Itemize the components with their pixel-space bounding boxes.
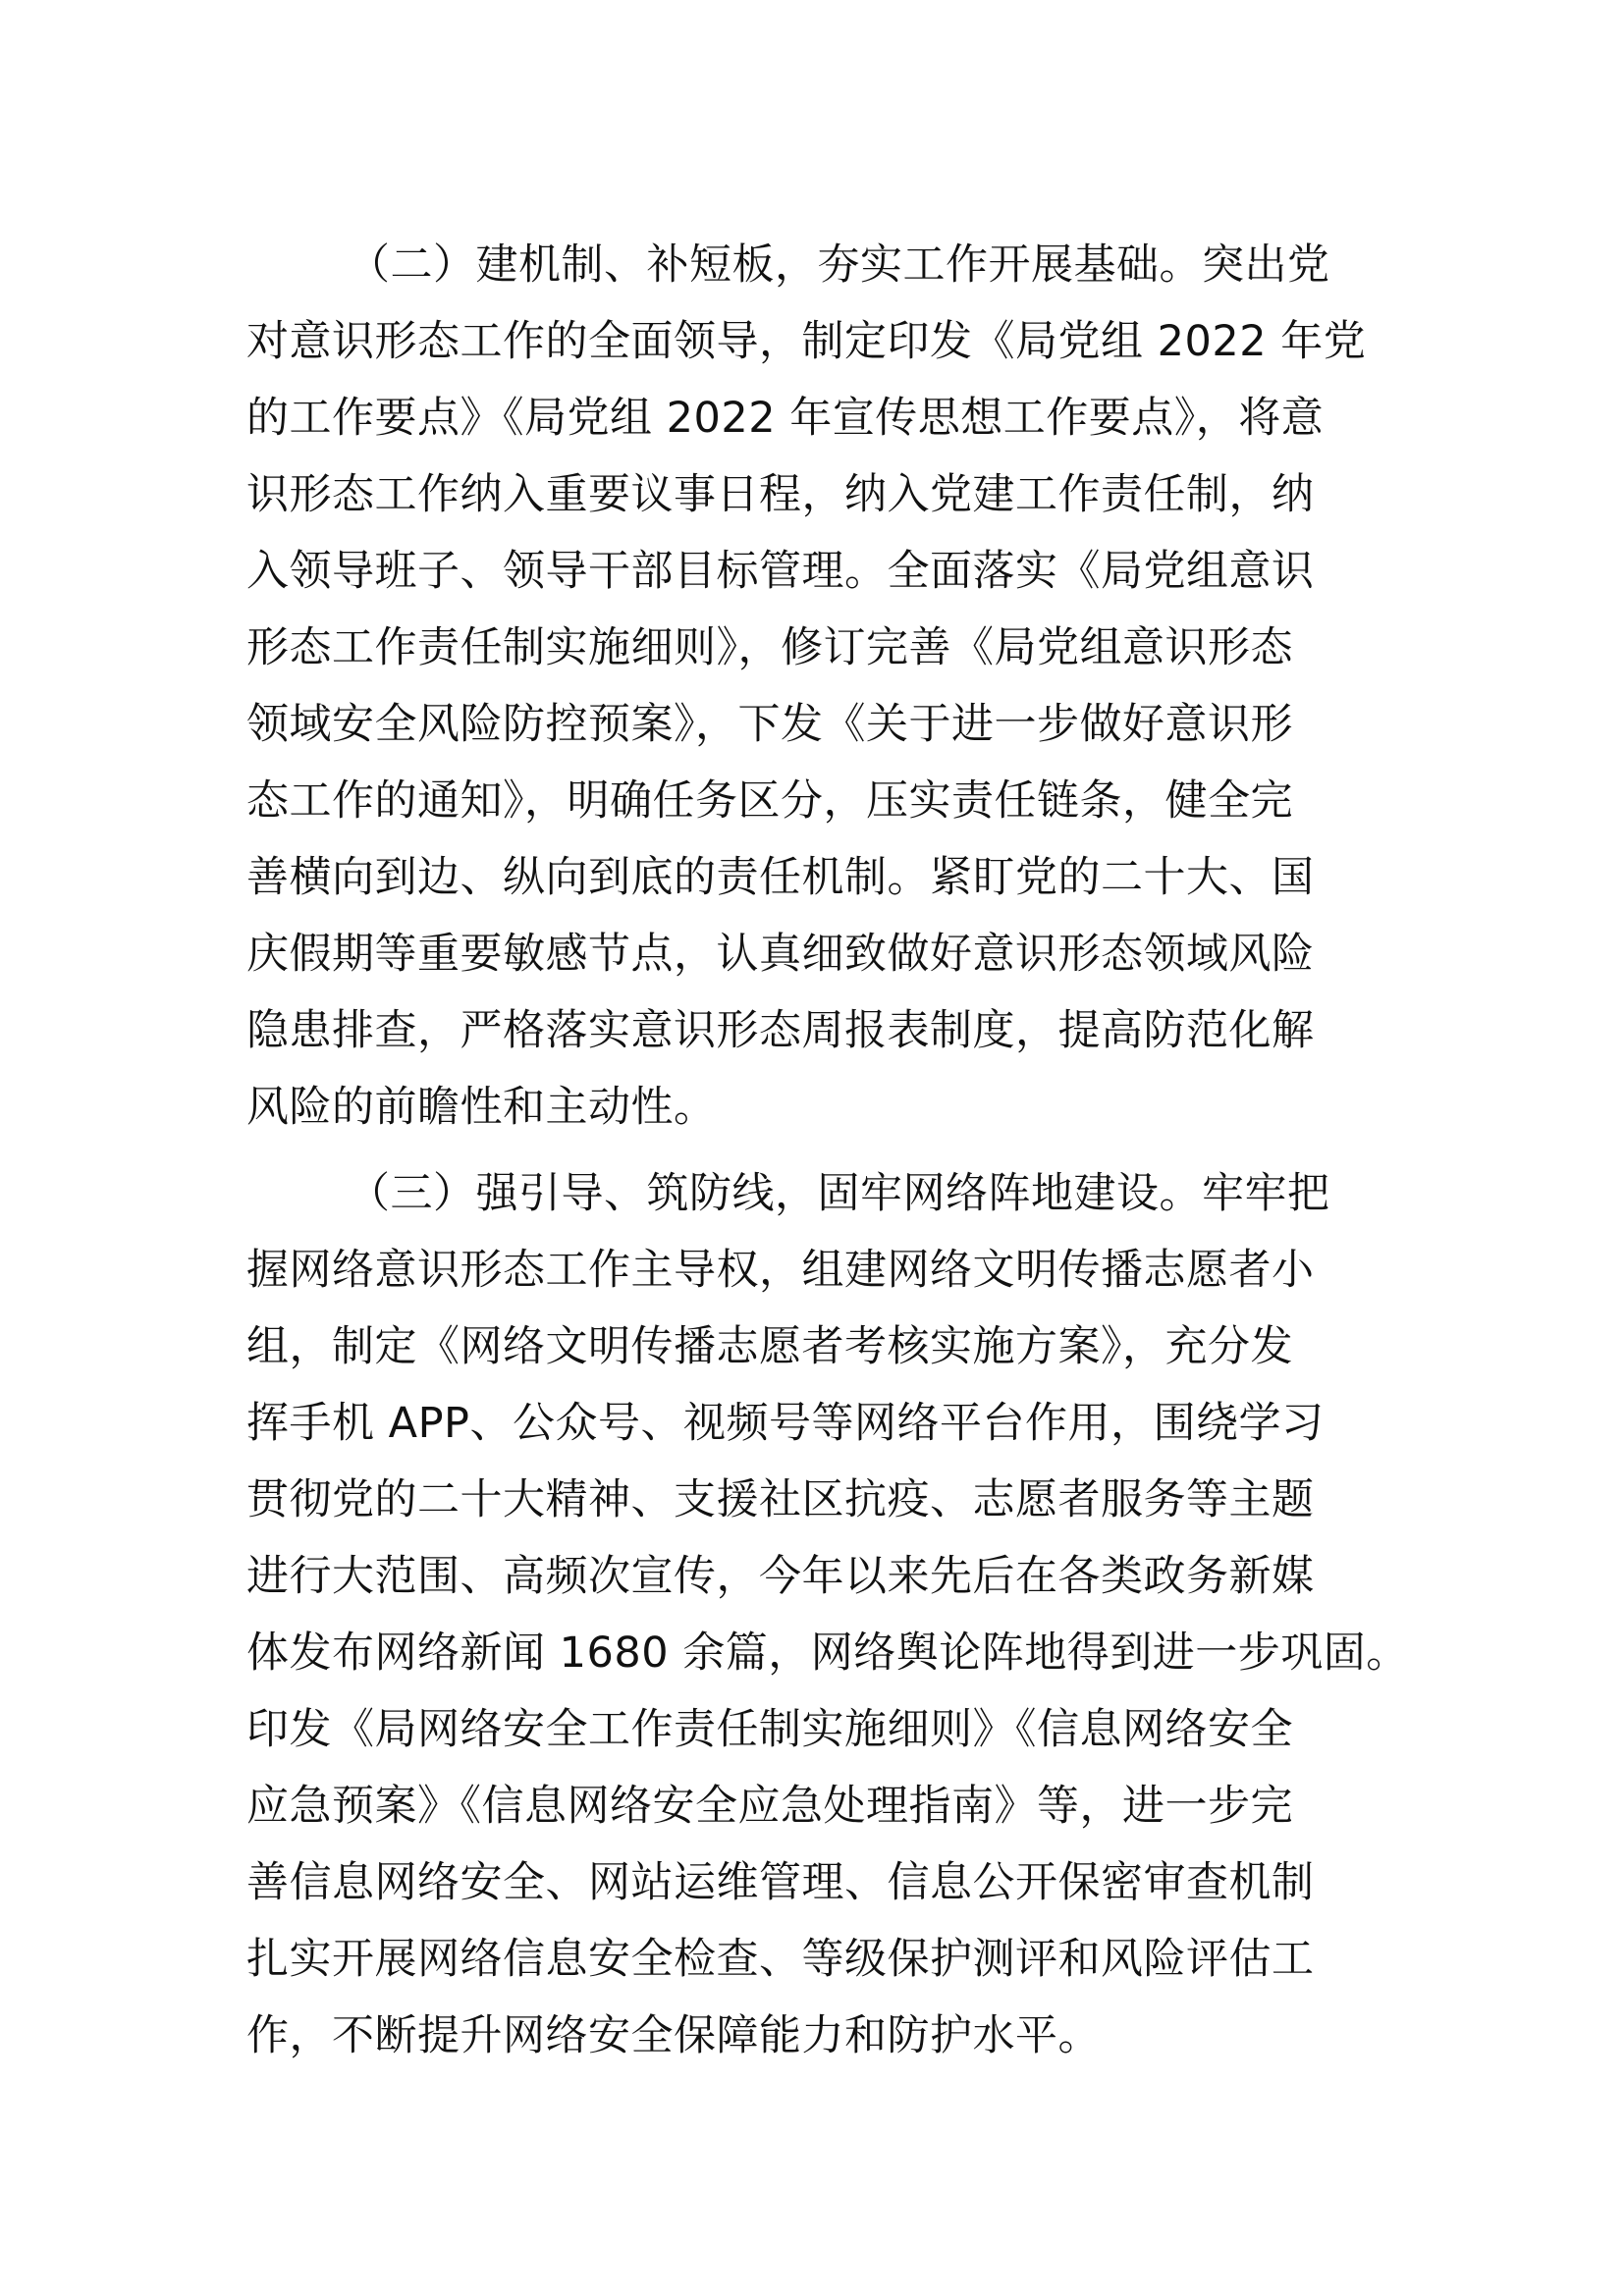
paragraph-line: （二）建机制、补短板，夯实工作开展基础。突出党 xyxy=(348,240,1330,290)
paragraph-line: 态工作的通知》，明确任务区分，压实责任链条，健全完 xyxy=(246,776,1293,826)
paragraph-line: 善信息网络安全、网站运维管理、信息公开保密审查机制 xyxy=(246,1858,1315,1907)
paragraph-line: 印发《局网络安全工作责任制实施细则》《信息网络安全 xyxy=(246,1705,1293,1754)
paragraph-line: 领域安全风险防控预案》，下发《关于进一步做好意识形 xyxy=(246,700,1293,749)
paragraph-line: 进行大范围、高频次宣传，今年以来先后在各类政务新媒 xyxy=(246,1552,1315,1601)
paragraph-section-3 xyxy=(246,1155,1409,2074)
paragraph-line: 对意识形态工作的全面领导，制定印发《局党组 2022 年党 xyxy=(246,317,1367,366)
paragraph-line: 风险的前瞻性和主动性。 xyxy=(246,1083,717,1132)
paragraph-line: 庆假期等重要敏感节点，认真细致做好意识形态领域风险 xyxy=(246,930,1315,979)
paragraph-line: 组，制定《网络文明传播志愿者考核实施方案》，充分发 xyxy=(246,1322,1293,1371)
paragraph-line: 善横向到边、纵向到底的责任机制。紧盯党的二十大、国 xyxy=(246,853,1315,902)
paragraph-line: 识形态工作纳入重要议事日程，纳入党建工作责任制，纳 xyxy=(246,470,1315,519)
paragraph-line: 体发布网络新闻 1680 余篇，网络舆论阵地得到进一步巩固。 xyxy=(246,1629,1409,1678)
paragraph-line: 形态工作责任制实施细则》，修订完善《局党组意识形态 xyxy=(246,623,1293,672)
paragraph-line: 隐患排查，严格落实意识形态周报表制度，提高防范化解 xyxy=(246,1006,1315,1055)
paragraph-line: 握网络意识形态工作主导权，组建网络文明传播志愿者小 xyxy=(246,1246,1315,1295)
paragraph-line: 贯彻党的二十大精神、支援社区抗疫、志愿者服务等主题 xyxy=(246,1475,1315,1524)
paragraph-line: 的工作要点》《局党组 2022 年宣传思想工作要点》，将意 xyxy=(246,394,1325,443)
paragraph-line: 入领导班子、领导干部目标管理。全面落实《局党组意识 xyxy=(246,547,1315,596)
paragraph-line: 作，不断提升网络安全保障能力和防护水平。 xyxy=(246,2011,1101,2060)
paragraph-line: 应急预案》《信息网络安全应急处理指南》等，进一步完 xyxy=(246,1782,1293,1831)
paragraph-section-2 xyxy=(246,227,1385,1146)
paragraph-line: （三）强引导、筑防线，固牢网络阵地建设。牢牢把 xyxy=(348,1169,1330,1218)
paragraph-line: 挥手机 APP、公众号、视频号等网络平台作用，围绕学习 xyxy=(246,1399,1325,1448)
paragraph-line: 扎实开展网络信息安全检查、等级保护测评和风险评估工 xyxy=(246,1935,1315,1984)
